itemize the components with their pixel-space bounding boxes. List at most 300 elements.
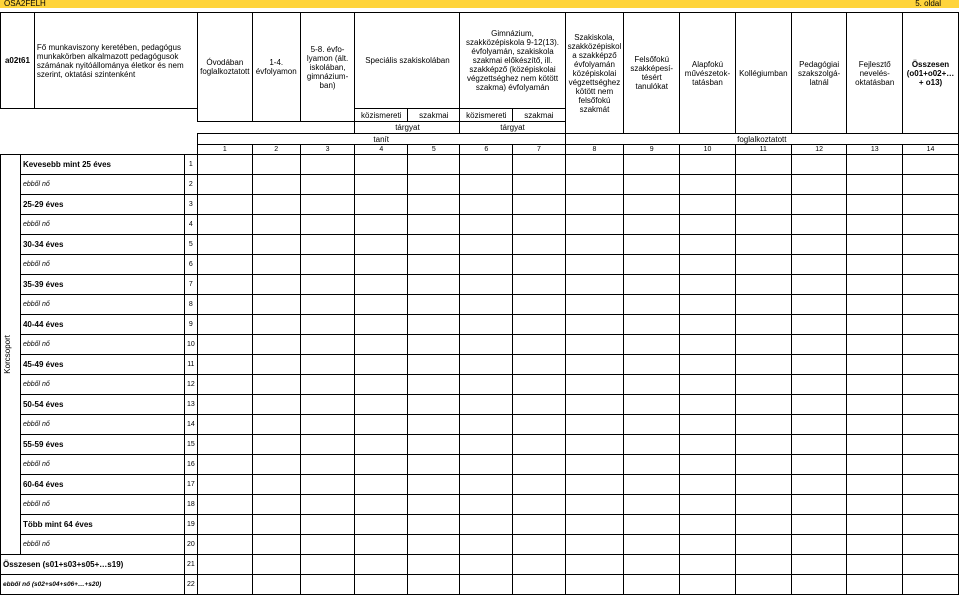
data-cell[interactable] xyxy=(513,395,565,415)
data-cell[interactable] xyxy=(460,475,513,495)
data-cell[interactable] xyxy=(460,315,513,335)
data-cell[interactable] xyxy=(847,335,903,355)
data-cell[interactable] xyxy=(460,415,513,435)
data-cell[interactable] xyxy=(791,515,847,535)
data-cell[interactable] xyxy=(355,175,408,195)
data-cell[interactable] xyxy=(847,195,903,215)
data-cell[interactable] xyxy=(847,475,903,495)
data-cell[interactable] xyxy=(791,435,847,455)
data-cell[interactable] xyxy=(460,455,513,475)
data-cell[interactable] xyxy=(513,415,565,435)
data-cell[interactable] xyxy=(460,175,513,195)
data-cell[interactable] xyxy=(300,415,355,435)
data-cell[interactable] xyxy=(791,315,847,335)
data-cell[interactable] xyxy=(197,315,252,335)
data-cell[interactable] xyxy=(903,415,959,435)
data-cell[interactable] xyxy=(847,355,903,375)
data-cell[interactable] xyxy=(565,535,624,555)
data-cell[interactable] xyxy=(300,255,355,275)
data-cell[interactable] xyxy=(735,415,791,435)
data-cell[interactable] xyxy=(624,275,680,295)
data-cell[interactable] xyxy=(252,315,300,335)
data-cell[interactable] xyxy=(847,455,903,475)
data-cell[interactable] xyxy=(565,375,624,395)
data-cell[interactable] xyxy=(408,315,460,335)
data-cell[interactable] xyxy=(252,435,300,455)
data-cell[interactable] xyxy=(408,535,460,555)
data-cell[interactable] xyxy=(408,415,460,435)
data-cell[interactable] xyxy=(565,415,624,435)
data-cell[interactable] xyxy=(197,515,252,535)
data-cell[interactable] xyxy=(847,495,903,515)
data-cell[interactable] xyxy=(355,395,408,415)
data-cell[interactable] xyxy=(847,275,903,295)
data-cell[interactable] xyxy=(791,235,847,255)
data-cell[interactable] xyxy=(791,455,847,475)
data-cell[interactable] xyxy=(513,195,565,215)
data-cell[interactable] xyxy=(847,255,903,275)
data-cell[interactable] xyxy=(680,275,736,295)
data-cell[interactable] xyxy=(252,475,300,495)
data-cell[interactable] xyxy=(791,355,847,375)
data-cell[interactable] xyxy=(565,175,624,195)
data-cell[interactable] xyxy=(847,215,903,235)
data-cell[interactable] xyxy=(565,455,624,475)
data-cell[interactable] xyxy=(903,315,959,335)
data-cell[interactable] xyxy=(197,395,252,415)
data-cell[interactable] xyxy=(680,455,736,475)
data-cell[interactable] xyxy=(355,235,408,255)
data-cell[interactable] xyxy=(735,455,791,475)
data-cell[interactable] xyxy=(791,375,847,395)
data-cell[interactable] xyxy=(680,315,736,335)
data-cell[interactable] xyxy=(408,515,460,535)
data-cell[interactable] xyxy=(197,455,252,475)
data-cell[interactable] xyxy=(300,455,355,475)
data-cell[interactable] xyxy=(735,295,791,315)
data-cell[interactable] xyxy=(624,495,680,515)
data-cell[interactable] xyxy=(300,395,355,415)
data-cell[interactable] xyxy=(565,295,624,315)
data-cell[interactable] xyxy=(460,335,513,355)
data-cell[interactable] xyxy=(513,455,565,475)
data-cell[interactable] xyxy=(680,215,736,235)
data-cell[interactable] xyxy=(355,275,408,295)
data-cell[interactable] xyxy=(300,155,355,175)
data-cell[interactable] xyxy=(460,255,513,275)
data-cell[interactable] xyxy=(791,395,847,415)
data-cell[interactable] xyxy=(903,195,959,215)
data-cell[interactable] xyxy=(903,375,959,395)
data-cell[interactable] xyxy=(624,155,680,175)
data-cell[interactable] xyxy=(460,155,513,175)
data-cell[interactable] xyxy=(197,555,252,575)
data-cell[interactable] xyxy=(847,155,903,175)
data-cell[interactable] xyxy=(197,235,252,255)
data-cell[interactable] xyxy=(624,475,680,495)
data-cell[interactable] xyxy=(252,295,300,315)
data-cell[interactable] xyxy=(791,275,847,295)
data-cell[interactable] xyxy=(300,315,355,335)
data-cell[interactable] xyxy=(903,155,959,175)
data-cell[interactable] xyxy=(460,535,513,555)
data-cell[interactable] xyxy=(565,495,624,515)
data-cell[interactable] xyxy=(680,415,736,435)
data-cell[interactable] xyxy=(680,295,736,315)
data-cell[interactable] xyxy=(197,335,252,355)
data-cell[interactable] xyxy=(355,315,408,335)
data-cell[interactable] xyxy=(735,355,791,375)
data-cell[interactable] xyxy=(513,575,565,595)
data-cell[interactable] xyxy=(513,315,565,335)
data-cell[interactable] xyxy=(460,575,513,595)
data-cell[interactable] xyxy=(408,395,460,415)
data-cell[interactable] xyxy=(460,355,513,375)
data-cell[interactable] xyxy=(680,235,736,255)
data-cell[interactable] xyxy=(565,355,624,375)
data-cell[interactable] xyxy=(197,295,252,315)
data-cell[interactable] xyxy=(624,435,680,455)
data-cell[interactable] xyxy=(903,435,959,455)
data-cell[interactable] xyxy=(355,155,408,175)
data-cell[interactable] xyxy=(903,255,959,275)
data-cell[interactable] xyxy=(197,415,252,435)
data-cell[interactable] xyxy=(735,555,791,575)
data-cell[interactable] xyxy=(513,255,565,275)
data-cell[interactable] xyxy=(791,195,847,215)
data-cell[interactable] xyxy=(252,335,300,355)
data-cell[interactable] xyxy=(197,535,252,555)
data-cell[interactable] xyxy=(513,515,565,535)
data-cell[interactable] xyxy=(408,555,460,575)
data-cell[interactable] xyxy=(847,415,903,435)
data-cell[interactable] xyxy=(735,435,791,455)
data-cell[interactable] xyxy=(355,455,408,475)
data-cell[interactable] xyxy=(735,375,791,395)
data-cell[interactable] xyxy=(513,555,565,575)
data-cell[interactable] xyxy=(460,515,513,535)
data-cell[interactable] xyxy=(460,275,513,295)
data-cell[interactable] xyxy=(791,155,847,175)
data-cell[interactable] xyxy=(791,535,847,555)
data-cell[interactable] xyxy=(624,355,680,375)
data-cell[interactable] xyxy=(408,255,460,275)
data-cell[interactable] xyxy=(903,575,959,595)
data-cell[interactable] xyxy=(300,475,355,495)
data-cell[interactable] xyxy=(252,195,300,215)
data-cell[interactable] xyxy=(197,275,252,295)
data-cell[interactable] xyxy=(355,575,408,595)
data-cell[interactable] xyxy=(460,215,513,235)
data-cell[interactable] xyxy=(847,175,903,195)
data-cell[interactable] xyxy=(565,575,624,595)
data-cell[interactable] xyxy=(300,535,355,555)
data-cell[interactable] xyxy=(408,575,460,595)
data-cell[interactable] xyxy=(735,315,791,335)
data-cell[interactable] xyxy=(252,415,300,435)
data-cell[interactable] xyxy=(735,155,791,175)
data-cell[interactable] xyxy=(513,295,565,315)
data-cell[interactable] xyxy=(197,495,252,515)
data-cell[interactable] xyxy=(624,335,680,355)
data-cell[interactable] xyxy=(197,475,252,495)
data-cell[interactable] xyxy=(680,495,736,515)
data-cell[interactable] xyxy=(680,515,736,535)
data-cell[interactable] xyxy=(791,175,847,195)
data-cell[interactable] xyxy=(847,315,903,335)
data-cell[interactable] xyxy=(355,555,408,575)
data-cell[interactable] xyxy=(903,495,959,515)
data-cell[interactable] xyxy=(355,375,408,395)
data-cell[interactable] xyxy=(565,315,624,335)
data-cell[interactable] xyxy=(735,275,791,295)
data-cell[interactable] xyxy=(355,295,408,315)
data-cell[interactable] xyxy=(513,475,565,495)
data-cell[interactable] xyxy=(791,215,847,235)
data-cell[interactable] xyxy=(847,375,903,395)
data-cell[interactable] xyxy=(624,215,680,235)
data-cell[interactable] xyxy=(300,275,355,295)
data-cell[interactable] xyxy=(197,355,252,375)
data-cell[interactable] xyxy=(408,235,460,255)
data-cell[interactable] xyxy=(735,215,791,235)
data-cell[interactable] xyxy=(680,535,736,555)
data-cell[interactable] xyxy=(903,335,959,355)
data-cell[interactable] xyxy=(513,535,565,555)
data-cell[interactable] xyxy=(408,275,460,295)
data-cell[interactable] xyxy=(252,555,300,575)
data-cell[interactable] xyxy=(252,355,300,375)
data-cell[interactable] xyxy=(252,395,300,415)
data-cell[interactable] xyxy=(903,295,959,315)
data-cell[interactable] xyxy=(408,495,460,515)
data-cell[interactable] xyxy=(355,215,408,235)
data-cell[interactable] xyxy=(300,335,355,355)
data-cell[interactable] xyxy=(355,335,408,355)
data-cell[interactable] xyxy=(565,515,624,535)
data-cell[interactable] xyxy=(460,295,513,315)
data-cell[interactable] xyxy=(680,435,736,455)
data-cell[interactable] xyxy=(513,495,565,515)
data-cell[interactable] xyxy=(791,415,847,435)
data-cell[interactable] xyxy=(197,195,252,215)
data-cell[interactable] xyxy=(513,215,565,235)
data-cell[interactable] xyxy=(300,355,355,375)
data-cell[interactable] xyxy=(565,255,624,275)
data-cell[interactable] xyxy=(903,235,959,255)
data-cell[interactable] xyxy=(300,435,355,455)
data-cell[interactable] xyxy=(624,555,680,575)
data-cell[interactable] xyxy=(197,255,252,275)
data-cell[interactable] xyxy=(300,215,355,235)
data-cell[interactable] xyxy=(408,195,460,215)
data-cell[interactable] xyxy=(460,235,513,255)
data-cell[interactable] xyxy=(355,535,408,555)
data-cell[interactable] xyxy=(355,415,408,435)
data-cell[interactable] xyxy=(624,415,680,435)
data-cell[interactable] xyxy=(847,435,903,455)
data-cell[interactable] xyxy=(791,255,847,275)
data-cell[interactable] xyxy=(355,355,408,375)
data-cell[interactable] xyxy=(791,475,847,495)
data-cell[interactable] xyxy=(680,395,736,415)
data-cell[interactable] xyxy=(680,255,736,275)
data-cell[interactable] xyxy=(735,475,791,495)
data-cell[interactable] xyxy=(735,495,791,515)
data-cell[interactable] xyxy=(513,335,565,355)
data-cell[interactable] xyxy=(252,275,300,295)
data-cell[interactable] xyxy=(252,575,300,595)
data-cell[interactable] xyxy=(735,255,791,275)
data-cell[interactable] xyxy=(565,335,624,355)
data-cell[interactable] xyxy=(408,455,460,475)
data-cell[interactable] xyxy=(252,255,300,275)
data-cell[interactable] xyxy=(565,395,624,415)
data-cell[interactable] xyxy=(252,175,300,195)
data-cell[interactable] xyxy=(791,555,847,575)
data-cell[interactable] xyxy=(791,575,847,595)
data-cell[interactable] xyxy=(408,435,460,455)
data-cell[interactable] xyxy=(408,375,460,395)
data-cell[interactable] xyxy=(735,335,791,355)
data-cell[interactable] xyxy=(408,335,460,355)
data-cell[interactable] xyxy=(903,515,959,535)
data-cell[interactable] xyxy=(513,275,565,295)
data-cell[interactable] xyxy=(197,175,252,195)
data-cell[interactable] xyxy=(903,175,959,195)
data-cell[interactable] xyxy=(624,455,680,475)
data-cell[interactable] xyxy=(791,495,847,515)
data-cell[interactable] xyxy=(624,535,680,555)
data-cell[interactable] xyxy=(300,575,355,595)
data-cell[interactable] xyxy=(513,355,565,375)
data-cell[interactable] xyxy=(197,375,252,395)
data-cell[interactable] xyxy=(460,375,513,395)
data-cell[interactable] xyxy=(513,155,565,175)
data-cell[interactable] xyxy=(680,155,736,175)
data-cell[interactable] xyxy=(565,555,624,575)
data-cell[interactable] xyxy=(735,175,791,195)
data-cell[interactable] xyxy=(680,555,736,575)
data-cell[interactable] xyxy=(252,375,300,395)
data-cell[interactable] xyxy=(847,555,903,575)
data-cell[interactable] xyxy=(735,395,791,415)
data-cell[interactable] xyxy=(847,235,903,255)
data-cell[interactable] xyxy=(197,215,252,235)
data-cell[interactable] xyxy=(252,155,300,175)
data-cell[interactable] xyxy=(903,535,959,555)
data-cell[interactable] xyxy=(300,295,355,315)
data-cell[interactable] xyxy=(903,395,959,415)
data-cell[interactable] xyxy=(791,335,847,355)
data-cell[interactable] xyxy=(680,355,736,375)
data-cell[interactable] xyxy=(197,155,252,175)
data-cell[interactable] xyxy=(565,475,624,495)
data-cell[interactable] xyxy=(460,555,513,575)
data-cell[interactable] xyxy=(680,335,736,355)
data-cell[interactable] xyxy=(565,275,624,295)
data-cell[interactable] xyxy=(565,435,624,455)
data-cell[interactable] xyxy=(624,195,680,215)
data-cell[interactable] xyxy=(355,515,408,535)
data-cell[interactable] xyxy=(903,275,959,295)
data-cell[interactable] xyxy=(252,495,300,515)
data-cell[interactable] xyxy=(460,395,513,415)
data-cell[interactable] xyxy=(300,235,355,255)
data-cell[interactable] xyxy=(847,535,903,555)
data-cell[interactable] xyxy=(847,575,903,595)
data-cell[interactable] xyxy=(355,495,408,515)
data-cell[interactable] xyxy=(847,295,903,315)
data-cell[interactable] xyxy=(513,235,565,255)
data-cell[interactable] xyxy=(735,575,791,595)
data-cell[interactable] xyxy=(355,255,408,275)
data-cell[interactable] xyxy=(355,195,408,215)
data-cell[interactable] xyxy=(624,395,680,415)
data-cell[interactable] xyxy=(460,495,513,515)
data-cell[interactable] xyxy=(680,475,736,495)
data-cell[interactable] xyxy=(565,155,624,175)
data-cell[interactable] xyxy=(408,175,460,195)
data-cell[interactable] xyxy=(252,535,300,555)
data-cell[interactable] xyxy=(624,175,680,195)
data-cell[interactable] xyxy=(300,175,355,195)
data-cell[interactable] xyxy=(624,375,680,395)
data-cell[interactable] xyxy=(197,435,252,455)
data-cell[interactable] xyxy=(513,435,565,455)
data-cell[interactable] xyxy=(408,215,460,235)
data-cell[interactable] xyxy=(197,575,252,595)
data-cell[interactable] xyxy=(513,375,565,395)
data-cell[interactable] xyxy=(408,475,460,495)
data-cell[interactable] xyxy=(408,355,460,375)
data-cell[interactable] xyxy=(735,515,791,535)
data-cell[interactable] xyxy=(300,555,355,575)
data-cell[interactable] xyxy=(252,215,300,235)
data-cell[interactable] xyxy=(680,375,736,395)
data-cell[interactable] xyxy=(252,455,300,475)
data-cell[interactable] xyxy=(624,515,680,535)
data-cell[interactable] xyxy=(735,535,791,555)
data-cell[interactable] xyxy=(300,495,355,515)
data-cell[interactable] xyxy=(565,215,624,235)
data-cell[interactable] xyxy=(903,355,959,375)
data-cell[interactable] xyxy=(252,235,300,255)
data-cell[interactable] xyxy=(300,515,355,535)
data-cell[interactable] xyxy=(300,195,355,215)
data-cell[interactable] xyxy=(252,515,300,535)
data-cell[interactable] xyxy=(624,295,680,315)
data-cell[interactable] xyxy=(355,435,408,455)
data-cell[interactable] xyxy=(513,175,565,195)
data-cell[interactable] xyxy=(565,195,624,215)
data-cell[interactable] xyxy=(903,455,959,475)
data-cell[interactable] xyxy=(355,475,408,495)
data-cell[interactable] xyxy=(847,515,903,535)
data-cell[interactable] xyxy=(408,155,460,175)
data-cell[interactable] xyxy=(735,195,791,215)
data-cell[interactable] xyxy=(791,295,847,315)
data-cell[interactable] xyxy=(903,555,959,575)
data-cell[interactable] xyxy=(680,175,736,195)
data-cell[interactable] xyxy=(624,235,680,255)
data-cell[interactable] xyxy=(300,375,355,395)
data-cell[interactable] xyxy=(847,395,903,415)
data-cell[interactable] xyxy=(460,435,513,455)
data-cell[interactable] xyxy=(460,195,513,215)
data-cell[interactable] xyxy=(565,235,624,255)
data-cell[interactable] xyxy=(680,575,736,595)
